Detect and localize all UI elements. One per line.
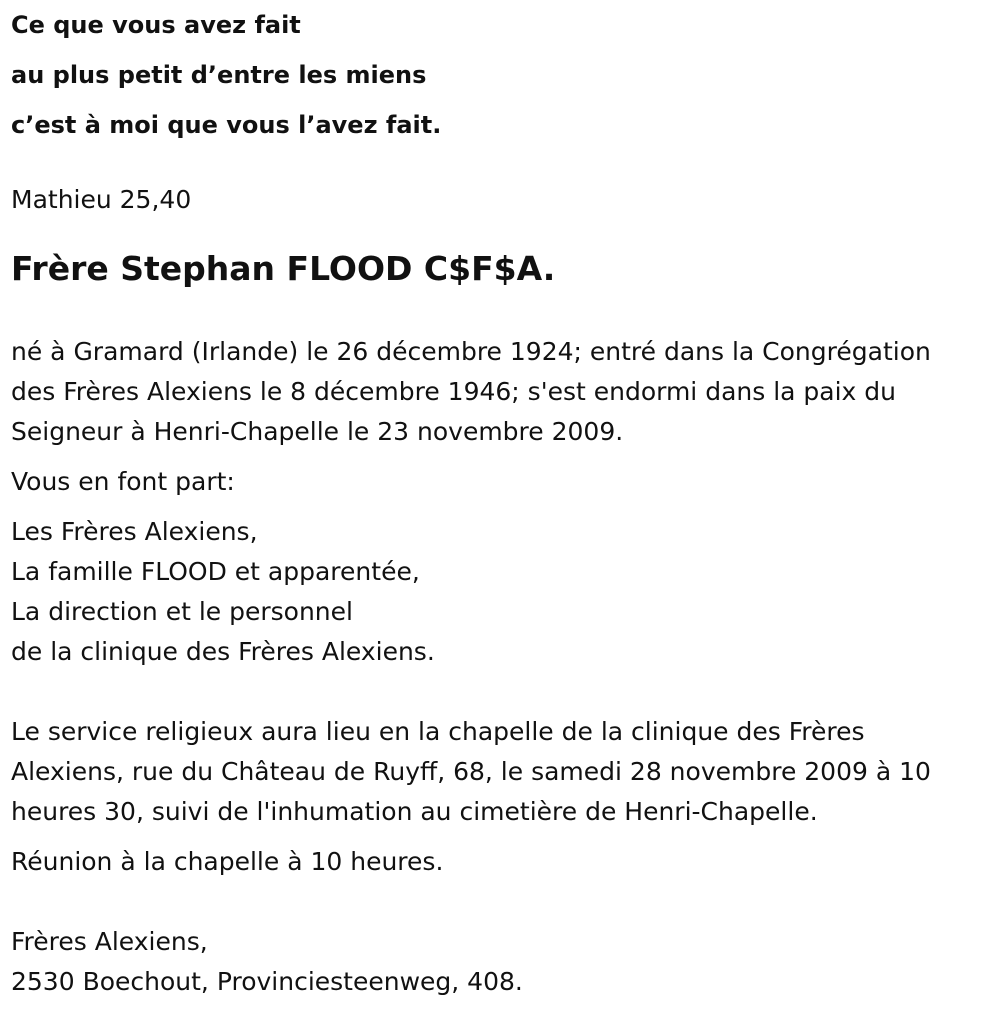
- verse-reference: Mathieu 25,40: [11, 185, 192, 214]
- verse-line-2: au plus petit d’entre les miens: [11, 61, 427, 89]
- service-line-1: Le service religieux aura lieu en la chapelle de la clinique des Frères: [11, 717, 865, 746]
- service-details: [11, 712, 991, 832]
- gathering-text: Réunion à la chapelle à 10 heures.: [11, 847, 444, 876]
- family-line-4: de la clinique des Frères Alexiens.: [11, 637, 435, 666]
- contact-line-2: 2530 Boechout, Provinciesteenweg, 408.: [11, 967, 523, 996]
- bible-verse: [11, 0, 991, 150]
- biography-line-3: Seigneur à Henri-Chapelle le 23 novembre 2009.: [11, 417, 624, 446]
- biography-line-2: des Frères Alexiens le 8 décembre 1946; s'est endormi dans la paix du: [11, 377, 897, 406]
- biography-line-1: né à Gramard (Irlande) le 26 décembre 1924; entré dans la Congrégation: [11, 337, 931, 366]
- family-list: [11, 512, 991, 672]
- service-line-2: Alexiens, rue du Château de Ruyff, 68, le samedi 28 novembre 2009 à 10: [11, 757, 931, 786]
- biography: [11, 332, 991, 452]
- family-line-3: La direction et le personnel: [11, 597, 353, 626]
- deceased-name: Frère Stephan FLOOD C$F$A.: [11, 249, 556, 288]
- contact-line-1: Frères Alexiens,: [11, 927, 208, 956]
- family-line-2: La famille FLOOD et apparentée,: [11, 557, 420, 586]
- contact-address: [11, 922, 991, 1002]
- death-notice: [11, 0, 991, 1002]
- verse-line-1: Ce que vous avez fait: [11, 11, 301, 39]
- announcement-intro-text: Vous en font part:: [11, 467, 235, 496]
- family-line-1: Les Frères Alexiens,: [11, 517, 258, 546]
- verse-line-3: c’est à moi que vous l’avez fait.: [11, 111, 442, 139]
- service-line-3: heures 30, suivi de l'inhumation au cimetière de Henri-Chapelle.: [11, 797, 818, 826]
- gathering-info: [11, 842, 991, 882]
- announcement-intro: [11, 462, 991, 502]
